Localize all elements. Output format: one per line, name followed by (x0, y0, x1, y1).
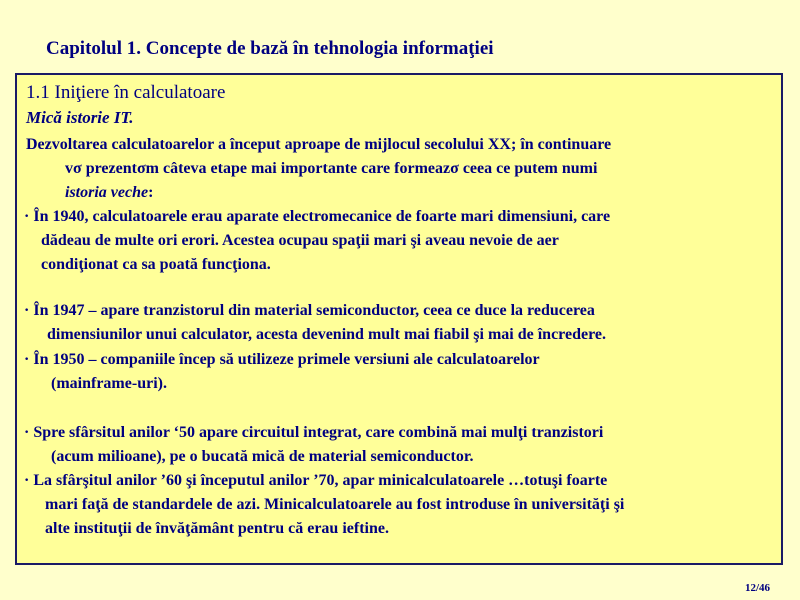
bullet-4-line-1: · Spre sfârsitul anilor ‘50 apare circuitul integrat, care combină mai mulţi tranzistori (24, 424, 604, 441)
intro-line-2: vσ prezentσm câteva etape mai importante care formeazσ ceea ce putem numi (65, 160, 598, 177)
bullet-1-line-1: · În 1940, calculatoarele erau aparate electromecanice de foarte mari dimensiuni, care (24, 208, 611, 225)
section-heading: 1.1 Iniţiere în calculatoare (26, 82, 226, 103)
bullet-5-line-3: alte instituţii de învăţământ pentru că erau ieftine. (45, 520, 389, 537)
content-box (15, 73, 783, 565)
bullet-1-line-3: condiţionat ca sa poată funcţiona. (41, 256, 271, 273)
bullet-4-line-2: (acum milioane), pe o bucată mică de material semiconductor. (51, 448, 474, 465)
bullet-5-line-1: · La sfârşitul anilor ’60 şi începutul anilor ’70, apar minicalculatoarele …totuşi foarte (24, 472, 608, 489)
bullet-3-line-2: (mainframe-uri). (51, 375, 167, 392)
subheading: Mică istorie IT. (26, 108, 134, 127)
bullet-1-line-2: dădeau de multe ori erori. Acestea ocupau spaţii mari şi aveau nevoie de aer (41, 232, 559, 249)
intro-italic-phrase: istoria veche (65, 184, 149, 201)
intro-line-1: Dezvoltarea calculatoarelor a început aproape de mijlocul secolului XX; în continuare (26, 136, 612, 153)
page-number: 12/46 (744, 582, 770, 594)
bullet-5-line-2: mari faţă de standardele de azi. Minicalculatoarele au fost introduse în universităţi şi (45, 496, 625, 513)
page-title: Capitolul 1. Concepte de bază în tehnologia informaţiei (46, 38, 494, 59)
intro-line-3 (65, 183, 153, 203)
bullet-2-line-1: · În 1947 – apare tranzistorul din material semiconductor, ceea ce duce la reducerea (24, 302, 595, 319)
bullet-2-line-2: dimensiunilor unui calculator, acesta devenind mult mai fiabil şi mai de încredere. (47, 326, 606, 343)
bullet-3-line-1: · În 1950 – companiile încep să utilizeze primele versiuni ale calculatoarelor (24, 351, 540, 368)
intro-colon: : (148, 184, 154, 201)
